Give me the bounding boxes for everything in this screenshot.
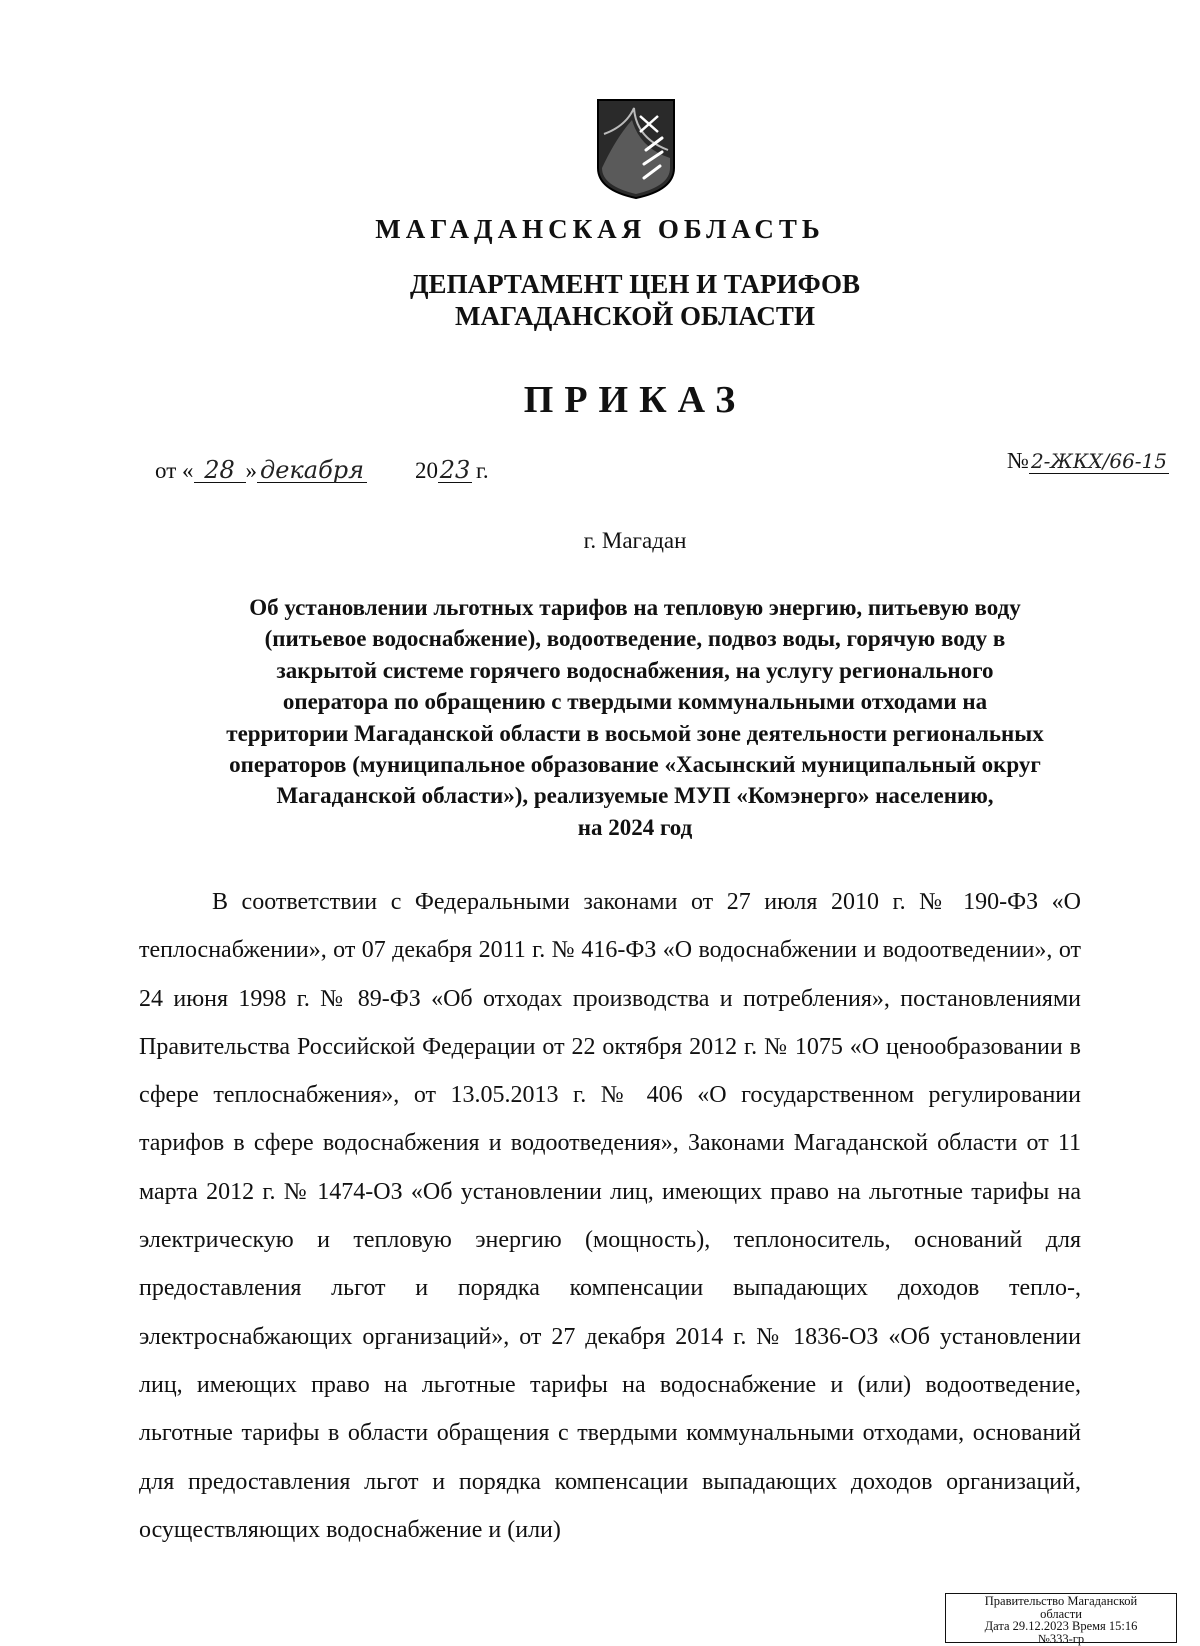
stamp-line: №333-гр xyxy=(1037,1631,1085,1646)
date-prefix: от « xyxy=(155,458,194,483)
city: г. Магадан xyxy=(583,528,687,553)
order-number xyxy=(1007,448,1169,474)
region-name: МАГАДАНСКАЯ ОБЛАСТЬ xyxy=(375,214,825,244)
date-year-prefix: 20 xyxy=(415,458,438,483)
date-day: 28 xyxy=(194,458,246,483)
title-line: Магаданской области»), реализуемые МУП «Комэнерго» населению, xyxy=(276,783,994,809)
department-line-2: МАГАДАНСКОЙ ОБЛАСТИ xyxy=(455,301,815,331)
title-line: Об установлении льготных тарифов на тепловую энергию, питьевую воду xyxy=(249,595,1021,620)
title-line: операторов (муниципальное образование «Хасынский муниципальный округ xyxy=(229,752,1041,778)
department-line-1: ДЕПАРТАМЕНТ ЦЕН И ТАРИФОВ xyxy=(409,269,861,299)
title-line: территории Магаданской области в восьмой зоне деятельности региональных xyxy=(226,720,1044,746)
stamp-line: области xyxy=(1040,1606,1082,1621)
stamp-line: Дата 29.12.2023 Время 15:16 xyxy=(984,1619,1138,1633)
order-title xyxy=(135,592,1135,843)
coat-of-arms-icon xyxy=(596,98,676,200)
number-sign: № xyxy=(1007,448,1029,473)
title-line: закрытой системе горячего водоснабжения, на услугу регионального xyxy=(276,657,994,683)
date-mid: » xyxy=(245,458,257,483)
department-name xyxy=(0,268,1200,332)
date-year-suffix: 23 xyxy=(439,456,471,484)
title-line: на 2024 год xyxy=(577,814,693,840)
date-suffix: г. xyxy=(476,458,489,483)
document-type: ПРИКАЗ xyxy=(523,379,747,421)
body-paragraph: В соответствии с Федеральными законами от 27 июля 2010 г. № 190-ФЗ «О теплоснабжении», от 07 декабря 2011 г. № 416-ФЗ «О водоснабжении и водоотведении», от 24 июня 1998 г. № 89-ФЗ «Об отходах производства и потребления», постановлениями Правительства Российской Федерации от 22 октября 2012 г. № 1075 «О ценообразовании в сфере теплоснабжения», от 13.05.2013 г. № 406 «О государственном регулировании тарифов в сфере водоснабжения и водоотведения», Законами Магаданской области от 11 марта 2012 г. № 1474-ОЗ «Об установлении лиц, имеющих право на льготные тарифы на электрическую и тепловую энергию (мощность), теплоноситель, оснований для предоставления льгот и порядка компенсации выпадающих доходов тепло-, электроснабжающих организаций», от 27 декабря 2014 г. № 1836-ОЗ «Об установлении лиц, имеющих право на льготные тарифы на водоснабжение и (или) водоотведение, льготные тарифы в области обращения с твердыми коммунальными отходами, оснований для предоставления льгот и порядка компенсации выпадающих доходов организаций, осуществляющих водоснабжение и (или) xyxy=(139,889,1081,1543)
order-date xyxy=(155,458,489,484)
title-line: (питьевое водоснабжение), водоотведение, подвоз воды, горячую воду в xyxy=(264,626,1006,652)
title-line: оператора по обращению с твердыми коммунальными отходами на xyxy=(282,689,988,715)
registration-stamp xyxy=(945,1593,1177,1646)
date-month: декабря xyxy=(257,458,367,483)
stamp-line: Правительство Магаданской xyxy=(984,1594,1138,1608)
number-value: 2-ЖКХ/66-15 xyxy=(1030,449,1168,473)
